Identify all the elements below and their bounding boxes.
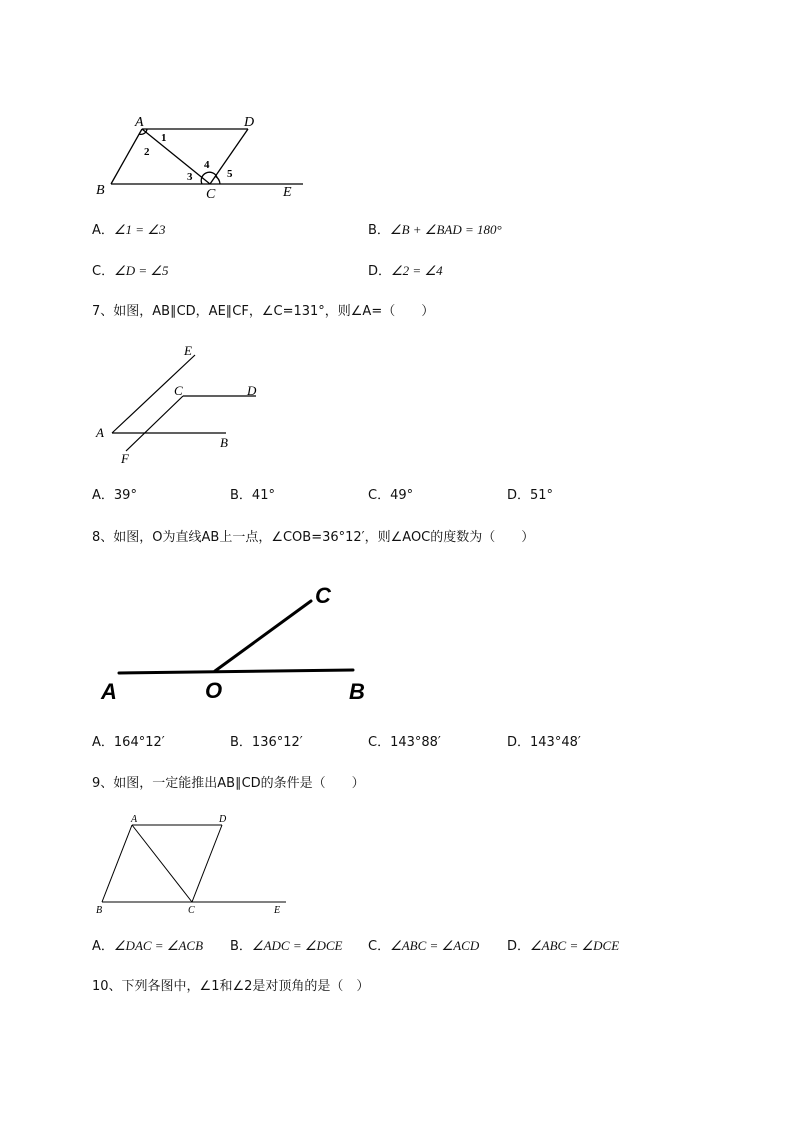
option-letter: A． xyxy=(92,488,114,503)
q9-label-B: B xyxy=(96,905,103,916)
q6-angle-5: 5 xyxy=(227,168,233,180)
option-text: 143°88′ xyxy=(390,735,441,750)
q6-label-D: D xyxy=(244,115,255,130)
option-letter: D． xyxy=(368,264,392,279)
option-letter: C． xyxy=(368,939,391,954)
q6-angle-4: 4 xyxy=(204,159,210,171)
option-letter: C． xyxy=(368,488,391,503)
q8-figure xyxy=(95,578,385,708)
q6-option-c[interactable] xyxy=(92,263,169,280)
q9-option-a[interactable] xyxy=(92,938,203,955)
q9-option-d[interactable] xyxy=(507,938,619,955)
option-text: ∠D = ∠5 xyxy=(114,263,169,278)
option-text: ∠ABC = ∠ACD xyxy=(390,938,480,953)
option-text: 136°12′ xyxy=(251,735,303,750)
q10-stem: 10、下列各图中，∠1和∠2是对顶角的是（ ） xyxy=(92,979,370,994)
q9-label-C: C xyxy=(188,905,195,916)
q8-option-c[interactable] xyxy=(368,735,441,751)
q9-option-c[interactable] xyxy=(368,938,479,955)
option-text: 39° xyxy=(113,488,137,503)
q6-angle-1: 1 xyxy=(161,132,167,144)
q8-label-A: A xyxy=(101,679,117,704)
q6-option-b[interactable] xyxy=(368,222,502,239)
q7-label-A: A xyxy=(96,425,104,440)
option-letter: A． xyxy=(92,735,114,750)
q7-option-d[interactable] xyxy=(507,488,553,504)
option-letter: C． xyxy=(92,264,115,279)
q9-option-b[interactable] xyxy=(230,938,343,955)
q6-label-C: C xyxy=(206,187,216,202)
q8-option-d[interactable] xyxy=(507,735,581,751)
q8-stem: 8、如图，O为直线AB上一点，∠COB=36°12′，则∠AOC的度数为（ ） xyxy=(92,530,535,545)
q8-option-a[interactable] xyxy=(92,735,165,751)
option-letter: C． xyxy=(368,735,391,750)
option-text: ∠B + ∠BAD = 180° xyxy=(389,222,502,237)
q7-option-c[interactable] xyxy=(368,488,413,504)
q6-label-A: A xyxy=(135,115,144,130)
option-letter: D． xyxy=(507,488,531,503)
q9-stem: 9、如图，一定能推出AB∥CD的条件是（ ） xyxy=(92,776,365,791)
q6-angle-2: 2 xyxy=(144,146,150,158)
option-letter: B． xyxy=(230,939,252,954)
option-text: 41° xyxy=(251,488,275,503)
option-text: 51° xyxy=(530,488,554,503)
q7-label-E: E xyxy=(184,343,192,358)
q7-label-C: C xyxy=(174,383,183,398)
option-letter: B． xyxy=(368,223,390,238)
q9-figure xyxy=(90,810,290,920)
q8-label-B: B xyxy=(349,679,365,704)
option-text: 49° xyxy=(390,488,414,503)
option-text: 164°12′ xyxy=(113,735,165,750)
q6-option-a[interactable] xyxy=(92,222,166,239)
q7-label-B: B xyxy=(220,435,228,450)
q9-label-D: D xyxy=(219,814,227,825)
option-letter: D． xyxy=(507,939,531,954)
option-letter: B． xyxy=(230,735,252,750)
option-letter: D． xyxy=(507,735,531,750)
q7-stem: 7、如图，AB∥CD，AE∥CF，∠C=131°，则∠A=（ ） xyxy=(92,304,435,319)
option-letter: A． xyxy=(92,939,114,954)
q6-label-B: B xyxy=(96,183,105,198)
option-letter: B． xyxy=(230,488,252,503)
q8-label-O: O xyxy=(205,678,223,703)
option-text: ∠DAC = ∠ACB xyxy=(113,938,204,953)
q6-angle-3: 3 xyxy=(187,171,193,183)
q9-label-A: A xyxy=(131,814,138,825)
q6-figure xyxy=(90,110,320,205)
q7-label-D: D xyxy=(247,383,257,398)
q9-label-E: E xyxy=(274,905,281,916)
q7-label-F: F xyxy=(121,451,129,466)
q7-figure xyxy=(90,340,270,470)
q8-option-b[interactable] xyxy=(230,735,303,751)
q6-option-d[interactable] xyxy=(368,263,443,280)
option-text: ∠2 = ∠4 xyxy=(391,263,443,278)
q7-option-a[interactable] xyxy=(92,488,137,504)
option-text: ∠1 = ∠3 xyxy=(113,222,166,237)
option-text: 143°48′ xyxy=(530,735,581,750)
option-text: ∠ABC = ∠DCE xyxy=(530,938,620,953)
q8-label-C: C xyxy=(315,583,331,608)
option-letter: A． xyxy=(92,223,114,238)
q6-label-E: E xyxy=(283,185,292,200)
q7-option-b[interactable] xyxy=(230,488,275,504)
option-text: ∠ADC = ∠DCE xyxy=(251,938,343,953)
